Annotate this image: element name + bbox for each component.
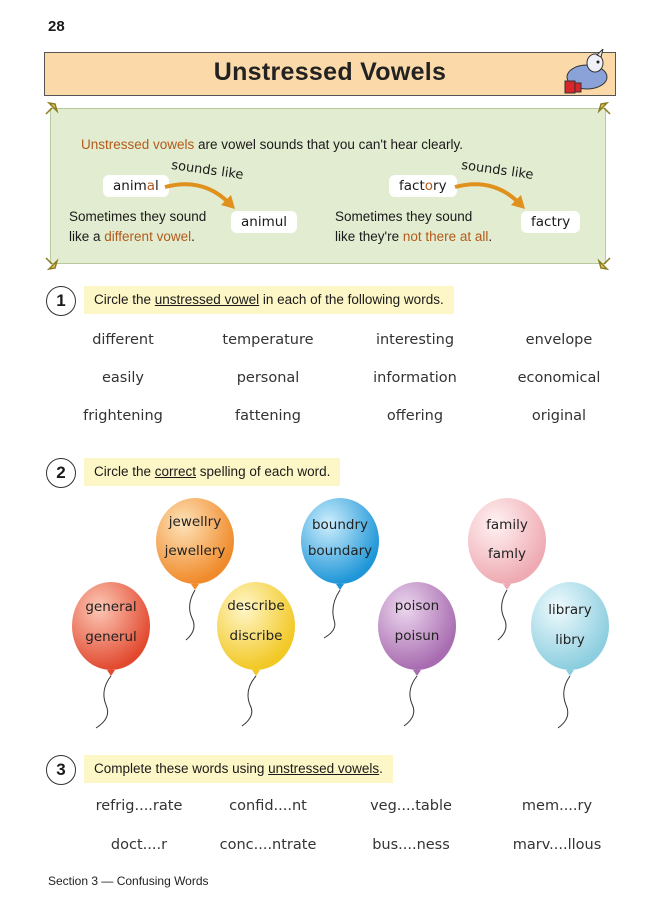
q1-word[interactable]: information (373, 370, 457, 386)
q3-word[interactable]: mem....ry (521, 798, 593, 814)
instruction-part: in each of the following words. (259, 292, 444, 307)
question-3-number: 3 (46, 755, 76, 785)
word-part: ry (433, 178, 447, 194)
q1-word[interactable]: envelope (525, 332, 593, 348)
q3-word[interactable]: refrig....rate (95, 798, 183, 814)
intro-term: Unstressed vowels (81, 137, 195, 152)
instruction-part: spelling of each word. (196, 464, 331, 479)
q3-word[interactable]: conc....ntrate (219, 837, 317, 853)
desc-part: like they're (335, 229, 403, 244)
q1-word[interactable]: different (92, 332, 154, 348)
question-3-instruction (84, 755, 393, 783)
q3-word[interactable]: marv....llous (512, 837, 602, 853)
q3-word[interactable]: veg....table (370, 798, 452, 814)
balloon-option[interactable]: poisun (394, 628, 440, 644)
q3-word[interactable]: confid....nt (229, 798, 307, 814)
instruction-part: Circle the (94, 292, 155, 307)
q1-word[interactable]: interesting (375, 332, 455, 348)
balloon-option[interactable]: library (548, 602, 592, 618)
desc-part: like a (69, 229, 105, 244)
balloon-option[interactable]: boundary (307, 543, 373, 559)
word-vowel: a (146, 178, 156, 194)
intro-rest: are vowel sounds that you can't hear clearly. (194, 137, 464, 152)
balloon-option[interactable]: describe (227, 598, 285, 614)
example-result-box: factry (521, 211, 580, 233)
desc-line: Sometimes they sound (335, 209, 473, 224)
q3-word[interactable]: doct....r (110, 837, 168, 853)
balloon-option[interactable]: boundry (311, 517, 369, 533)
example-result-box: animul (231, 211, 297, 233)
q3-word[interactable]: bus....ness (372, 837, 450, 853)
question-2-number: 2 (46, 458, 76, 488)
sounds-like-label: sounds like (460, 158, 535, 183)
page-footer: Section 3 — Confusing Words (48, 874, 209, 888)
desc-part: . (191, 229, 195, 244)
desc-highlight: different vowel (104, 229, 192, 244)
balloon-option[interactable]: family (486, 517, 528, 533)
page-title: Unstressed Vowels (213, 58, 447, 86)
page-number: 28 (48, 18, 65, 35)
q1-word[interactable]: personal (236, 370, 300, 386)
word-part: anim (113, 178, 147, 194)
q1-word[interactable]: original (531, 408, 587, 424)
desc-highlight: not there at all (402, 229, 489, 244)
balloon-option[interactable]: discribe (229, 628, 283, 644)
instruction-part: Circle the (94, 464, 155, 479)
q1-word[interactable]: frightening (83, 408, 163, 424)
instruction-underlined: unstressed vowel (154, 292, 260, 307)
balloon-option[interactable]: jewellery (164, 543, 226, 559)
instruction-underlined: unstressed vowels (268, 761, 380, 776)
word-part: l (155, 178, 159, 194)
q1-word[interactable]: offering (386, 408, 444, 424)
balloon-option[interactable]: libry (555, 632, 585, 648)
desc-part: . (488, 229, 493, 244)
balloon-option[interactable]: jewellry (168, 514, 222, 530)
balloon-option[interactable]: general (85, 599, 137, 615)
sounds-like-label: sounds like (170, 158, 245, 183)
q1-word[interactable]: fattening (235, 408, 301, 424)
question-1-number: 1 (46, 286, 76, 316)
balloon-option[interactable]: generul (85, 629, 137, 645)
q1-word[interactable]: temperature (222, 332, 314, 348)
q1-word[interactable]: economical (517, 370, 601, 386)
balloon-option[interactable]: famly (488, 546, 526, 562)
balloon-option[interactable]: poison (394, 598, 440, 614)
instruction-part: Complete these words using (94, 761, 269, 776)
word-part: fact (399, 178, 425, 194)
desc-line: Sometimes they sound (69, 209, 207, 224)
instruction-underlined: correct (154, 464, 197, 479)
instruction-part: . (379, 761, 383, 776)
q1-word[interactable]: easily (102, 370, 144, 386)
word-vowel: o (424, 178, 434, 194)
